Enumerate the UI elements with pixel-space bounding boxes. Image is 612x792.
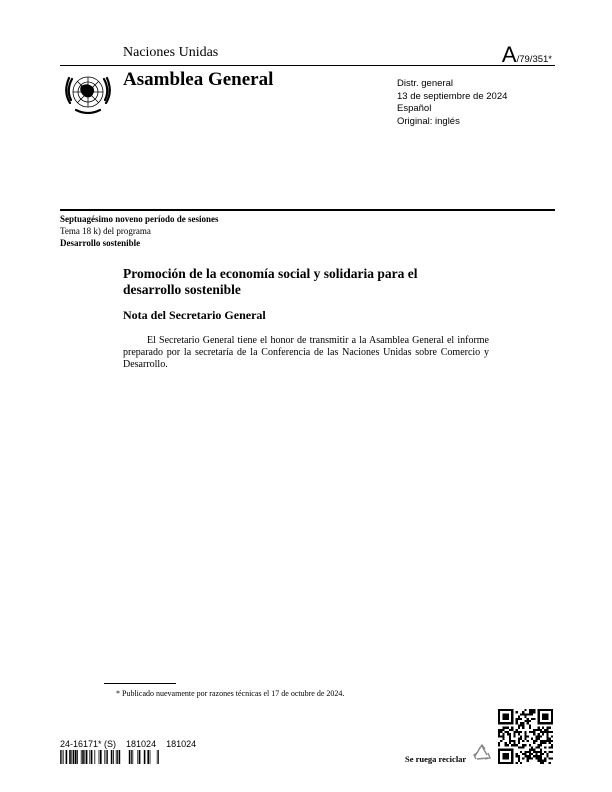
qr-module	[524, 744, 526, 746]
qr-module	[538, 738, 540, 740]
body-paragraph: El Secretario General tiene el honor de transmitir a la Asamblea General el informe preparado por la secretaría de la Conferencia de las Naciones Unidas sobre Comercio y Desarrollo.	[123, 335, 489, 370]
qr-module	[549, 727, 551, 729]
barcode-bar	[99, 750, 100, 764]
qr-module	[533, 729, 535, 731]
barcode-bar	[81, 750, 82, 764]
barcode-bar	[113, 750, 114, 764]
qr-module	[518, 731, 520, 733]
agenda-topic: Desarrollo sostenible	[60, 238, 141, 248]
qr-module	[546, 731, 548, 733]
qr-module	[518, 757, 520, 759]
qr-module	[529, 744, 531, 746]
qr-module	[531, 709, 533, 711]
barcode-bar	[63, 750, 64, 764]
qr-module	[500, 735, 502, 737]
qr-module	[549, 738, 551, 740]
qr-module	[549, 746, 551, 748]
qr-module	[546, 740, 548, 742]
footnote-rule	[104, 683, 176, 684]
qr-module	[535, 729, 537, 731]
qr-module	[524, 738, 526, 740]
qr-module	[542, 753, 544, 755]
qr-module	[531, 746, 533, 748]
qr-module	[533, 711, 535, 713]
qr-module	[518, 716, 520, 718]
body-title: Asamblea General	[123, 69, 274, 90]
qr-module	[549, 742, 551, 744]
qr-module	[518, 724, 520, 726]
barcode-bar	[104, 750, 105, 764]
job-number: 24-16171* (S) 181024 181024	[60, 739, 197, 749]
qr-module	[542, 762, 544, 764]
qr-module	[527, 735, 529, 737]
qr-module	[509, 733, 511, 735]
qr-module	[542, 731, 544, 733]
qr-module	[544, 740, 546, 742]
qr-finder-part	[542, 713, 549, 720]
qr-module	[527, 757, 529, 759]
qr-module	[529, 757, 531, 759]
distribution-language: Español	[397, 103, 432, 114]
qr-module	[513, 735, 515, 737]
qr-module	[513, 744, 515, 746]
qr-module	[516, 731, 518, 733]
qr-module	[538, 744, 540, 746]
qr-module	[518, 746, 520, 748]
barcode-bar	[89, 750, 90, 764]
qr-module	[522, 740, 524, 742]
qr-module	[522, 746, 524, 748]
qr-module	[516, 755, 518, 757]
barcode-icon	[60, 750, 160, 764]
qr-module	[498, 735, 500, 737]
qr-module	[538, 757, 540, 759]
qr-module	[540, 735, 542, 737]
qr-module	[529, 749, 531, 751]
qr-code-icon	[498, 709, 553, 764]
qr-module	[551, 751, 553, 753]
qr-module	[527, 720, 529, 722]
qr-module	[533, 731, 535, 733]
qr-module	[516, 722, 518, 724]
distribution-date: 13 de septiembre de 2024	[397, 90, 508, 102]
qr-module	[551, 757, 553, 759]
qr-module	[538, 727, 540, 729]
qr-module	[527, 760, 529, 762]
qr-module	[520, 751, 522, 753]
distribution-type: Distr. general	[397, 78, 453, 89]
organization-name: Naciones Unidas	[123, 45, 219, 60]
qr-module	[538, 733, 540, 735]
qr-module	[546, 755, 548, 757]
title-rule	[60, 209, 555, 211]
qr-module	[518, 727, 520, 729]
qr-module	[505, 742, 507, 744]
qr-module	[507, 727, 509, 729]
qr-module	[518, 718, 520, 720]
barcode-bar	[107, 750, 108, 764]
qr-module	[533, 755, 535, 757]
qr-module	[544, 729, 546, 731]
qr-module	[518, 755, 520, 757]
qr-module	[502, 727, 504, 729]
qr-module	[520, 735, 522, 737]
qr-module	[529, 751, 531, 753]
qr-module	[498, 742, 500, 744]
qr-module	[516, 718, 518, 720]
qr-module	[500, 729, 502, 731]
qr-module	[535, 740, 537, 742]
barcode-bar	[157, 750, 158, 764]
qr-module	[520, 713, 522, 715]
qr-module	[549, 757, 551, 759]
qr-module	[531, 713, 533, 715]
qr-module	[533, 733, 535, 735]
qr-module	[538, 760, 540, 762]
qr-module	[529, 711, 531, 713]
qr-module	[527, 713, 529, 715]
barcode-bar	[77, 750, 78, 764]
qr-module	[502, 729, 504, 731]
qr-module	[538, 746, 540, 748]
qr-module	[520, 718, 522, 720]
qr-module	[531, 749, 533, 751]
qr-module	[511, 729, 513, 731]
qr-module	[540, 757, 542, 759]
qr-module	[546, 735, 548, 737]
recycle-icon	[472, 744, 492, 764]
qr-module	[524, 755, 526, 757]
qr-module	[498, 729, 500, 731]
qr-module	[516, 729, 518, 731]
barcode-bar	[117, 750, 118, 764]
qr-module	[542, 742, 544, 744]
qr-module	[540, 740, 542, 742]
qr-module	[533, 718, 535, 720]
qr-module	[540, 753, 542, 755]
qr-module	[527, 751, 529, 753]
qr-module	[511, 740, 513, 742]
qr-module	[540, 729, 542, 731]
qr-module	[516, 711, 518, 713]
qr-module	[518, 738, 520, 740]
qr-module	[529, 713, 531, 715]
qr-module	[540, 731, 542, 733]
qr-module	[531, 738, 533, 740]
barcode-bar	[86, 750, 88, 764]
qr-module	[509, 740, 511, 742]
qr-module	[509, 742, 511, 744]
qr-module	[505, 727, 507, 729]
barcode-bar	[147, 750, 149, 764]
qr-module	[502, 735, 504, 737]
qr-module	[518, 740, 520, 742]
qr-module	[518, 733, 520, 735]
qr-module	[535, 735, 537, 737]
qr-module	[524, 753, 526, 755]
qr-module	[513, 742, 515, 744]
qr-module	[507, 733, 509, 735]
qr-module	[511, 744, 513, 746]
qr-module	[522, 724, 524, 726]
qr-module	[524, 751, 526, 753]
qr-module	[524, 733, 526, 735]
qr-module	[546, 727, 548, 729]
un-emblem-icon	[62, 70, 114, 118]
barcode-bar	[66, 750, 68, 764]
qr-module	[522, 757, 524, 759]
qr-module	[527, 755, 529, 757]
qr-module	[529, 753, 531, 755]
qr-module	[540, 762, 542, 764]
document-heading: Promoción de la economía social y solidaria para el desarrollo sostenible	[123, 266, 418, 297]
qr-module	[549, 751, 551, 753]
qr-module	[520, 722, 522, 724]
recycle-label: Se ruega reciclar	[405, 754, 467, 764]
qr-module	[529, 724, 531, 726]
qr-module	[533, 751, 535, 753]
qr-module	[535, 738, 537, 740]
qr-module	[549, 740, 551, 742]
qr-module	[544, 751, 546, 753]
qr-module	[511, 727, 513, 729]
qr-module	[524, 720, 526, 722]
qr-module	[546, 738, 548, 740]
qr-module	[531, 757, 533, 759]
barcode-bar	[137, 750, 138, 764]
qr-module	[531, 753, 533, 755]
barcode-bar	[91, 750, 93, 764]
qr-module	[520, 738, 522, 740]
qr-module	[540, 749, 542, 751]
qr-module	[502, 738, 504, 740]
qr-module	[531, 711, 533, 713]
qr-module	[498, 744, 500, 746]
qr-module	[509, 738, 511, 740]
qr-module	[522, 722, 524, 724]
barcode-bar	[75, 750, 77, 764]
qr-module	[524, 731, 526, 733]
qr-finder-part	[502, 753, 509, 760]
qr-module	[529, 709, 531, 711]
qr-module	[516, 744, 518, 746]
qr-module	[542, 740, 544, 742]
qr-module	[513, 733, 515, 735]
qr-module	[551, 731, 553, 733]
qr-module	[533, 742, 535, 744]
qr-module	[522, 713, 524, 715]
qr-module	[520, 762, 522, 764]
qr-module	[540, 742, 542, 744]
agenda-item: Tema 18 k) del programa	[60, 226, 151, 236]
barcode-bar	[94, 750, 95, 764]
qr-module	[500, 740, 502, 742]
qr-module	[498, 733, 500, 735]
qr-module	[551, 746, 553, 748]
qr-module	[529, 755, 531, 757]
qr-module	[535, 757, 537, 759]
qr-module	[516, 753, 518, 755]
qr-module	[551, 735, 553, 737]
barcode-bar	[71, 750, 72, 764]
qr-module	[522, 727, 524, 729]
barcode-bar	[129, 750, 131, 764]
qr-module	[507, 731, 509, 733]
qr-module	[531, 731, 533, 733]
barcode-bar	[100, 750, 102, 764]
qr-module	[522, 753, 524, 755]
session-info	[60, 213, 219, 249]
qr-module	[542, 727, 544, 729]
document-subheading: Nota del Secretario General	[123, 308, 266, 322]
qr-module	[538, 751, 540, 753]
distribution-block	[397, 78, 507, 128]
qr-module	[513, 731, 515, 733]
distribution-original: Original: inglés	[397, 115, 460, 127]
qr-module	[502, 733, 504, 735]
barcode-bar	[84, 750, 85, 764]
qr-module	[533, 740, 535, 742]
qr-module	[520, 731, 522, 733]
qr-module	[546, 729, 548, 731]
qr-module	[544, 746, 546, 748]
qr-module	[551, 744, 553, 746]
qr-module	[535, 753, 537, 755]
qr-module	[546, 753, 548, 755]
qr-module	[524, 713, 526, 715]
qr-module	[540, 744, 542, 746]
qr-module	[507, 744, 509, 746]
barcode-bar	[131, 750, 132, 764]
qr-module	[509, 735, 511, 737]
qr-module	[538, 729, 540, 731]
qr-finder-part	[502, 713, 509, 720]
barcode-bar	[150, 750, 151, 764]
qr-module	[544, 760, 546, 762]
barcode-bar	[61, 750, 62, 764]
document-symbol-letter: A	[501, 42, 517, 67]
qr-module	[544, 742, 546, 744]
header-rule	[60, 65, 555, 66]
qr-module	[542, 733, 544, 735]
qr-module	[538, 755, 540, 757]
qr-module	[509, 729, 511, 731]
barcode-bar	[69, 750, 71, 764]
qr-module	[529, 720, 531, 722]
qr-module	[527, 718, 529, 720]
document-symbol-number: /79/351*	[516, 54, 552, 65]
qr-module	[535, 746, 537, 748]
qr-module	[533, 709, 535, 711]
barcode-bar	[60, 750, 61, 764]
barcode-bar	[158, 750, 159, 764]
qr-module	[505, 731, 507, 733]
session-name: Septuagésimo noveno período de sesiones	[60, 214, 219, 224]
qr-module	[524, 735, 526, 737]
barcode-bar	[106, 750, 107, 764]
barcode-bar	[82, 750, 84, 764]
qr-module	[540, 751, 542, 753]
qr-module	[516, 720, 518, 722]
qr-module	[542, 760, 544, 762]
qr-module	[516, 762, 518, 764]
qr-module	[518, 742, 520, 744]
qr-module	[535, 755, 537, 757]
qr-module	[527, 740, 529, 742]
barcode-bar	[132, 750, 133, 764]
barcode-bar	[144, 750, 146, 764]
qr-module	[549, 762, 551, 764]
qr-module	[551, 740, 553, 742]
barcode-bar	[111, 750, 113, 764]
qr-module	[544, 757, 546, 759]
qr-module	[524, 716, 526, 718]
qr-module	[540, 755, 542, 757]
qr-module	[529, 727, 531, 729]
qr-module	[518, 760, 520, 762]
qr-module	[535, 751, 537, 753]
qr-module	[546, 733, 548, 735]
qr-module	[544, 731, 546, 733]
qr-module	[498, 731, 500, 733]
qr-module	[524, 709, 526, 711]
barcode-bar	[116, 750, 117, 764]
barcode-bar	[119, 750, 121, 764]
qr-module	[531, 718, 533, 720]
qr-module	[549, 731, 551, 733]
qr-module	[522, 711, 524, 713]
qr-module	[500, 731, 502, 733]
qr-module	[522, 744, 524, 746]
barcode-bar	[73, 750, 75, 764]
qr-module	[527, 722, 529, 724]
qr-module	[538, 735, 540, 737]
qr-module	[520, 724, 522, 726]
qr-module	[513, 740, 515, 742]
qr-module	[505, 744, 507, 746]
qr-module	[529, 731, 531, 733]
barcode-bar	[139, 750, 141, 764]
qr-module	[520, 746, 522, 748]
qr-module	[533, 749, 535, 751]
qr-module	[540, 760, 542, 762]
footnote: * Publicado nuevamente por razones técnicas el 17 de octubre de 2024.	[116, 689, 345, 698]
